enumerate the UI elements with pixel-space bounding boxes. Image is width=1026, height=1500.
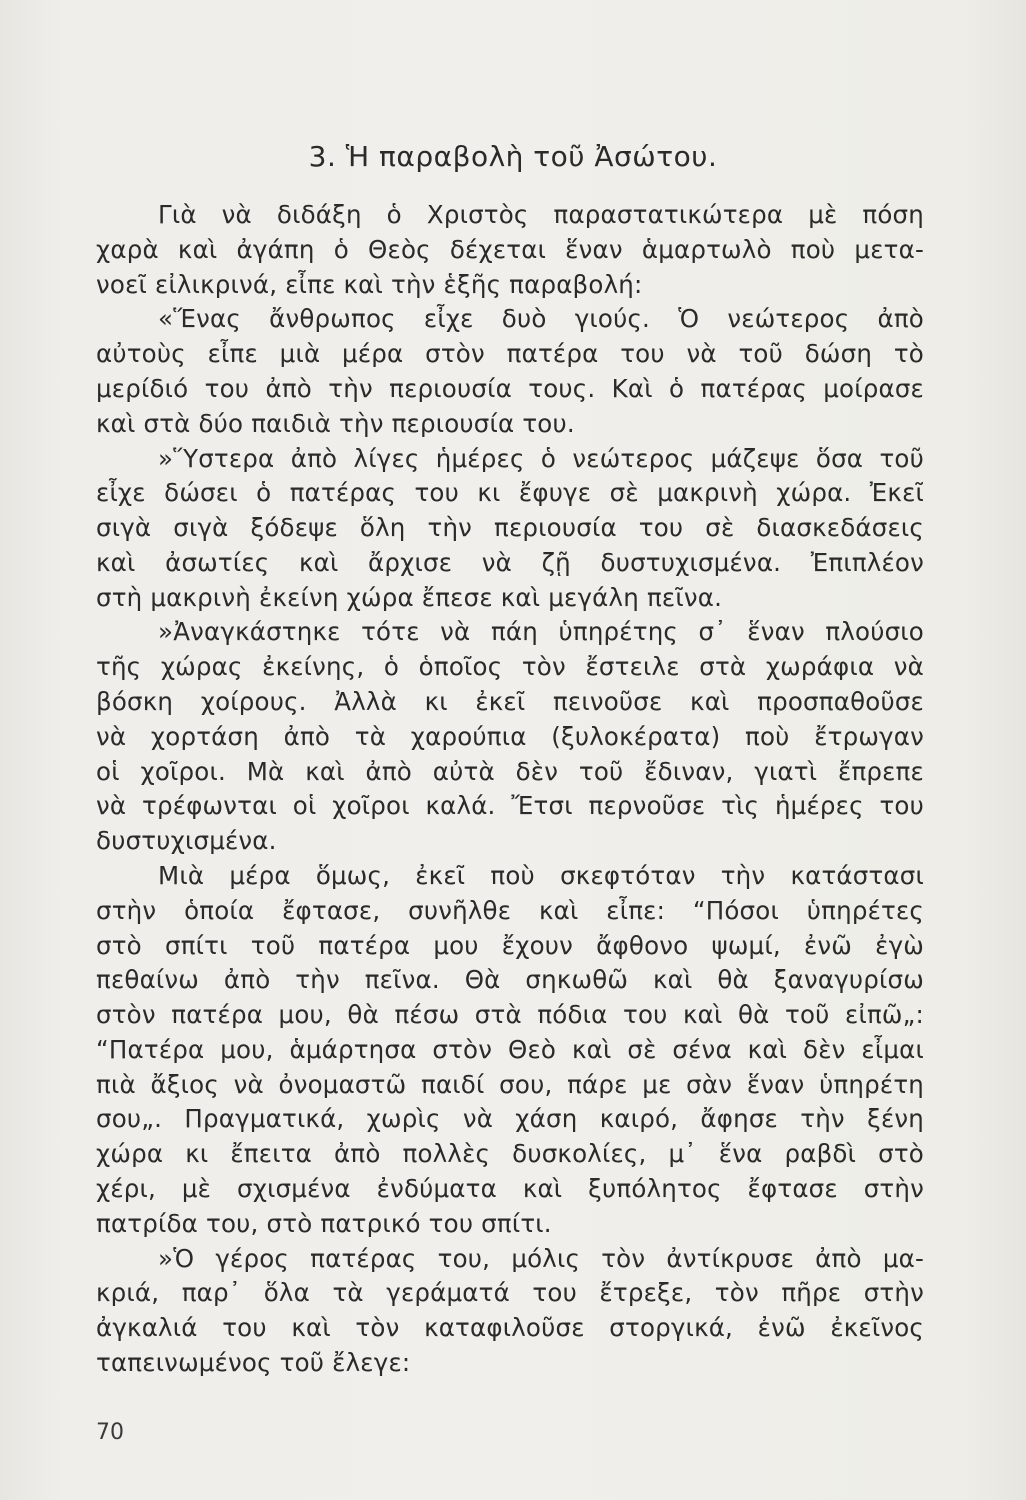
text-line: Μιὰ μέρα ὅμως, ἐκεῖ ποὺ σκεφτόταν τὴν κατάστασι — [158, 861, 924, 890]
text-line: στὸν πατέρα μου, θὰ πέσω στὰ πόδια του καὶ θὰ τοῦ εἰπῶ„: — [96, 1000, 924, 1029]
text-line: »Ὕστερα ἀπὸ λίγες ἡμέρες ὁ νεώτερος μάζεψε ὅσα τοῦ — [158, 444, 924, 473]
text-line: κριά, παρ᾽ ὅλα τὰ γεράματά του ἔτρεξε, τὸν πῆρε στὴν — [96, 1278, 924, 1307]
text-line: καὶ στὰ δύο παιδιὰ τὴν περιουσία του. — [96, 409, 575, 438]
text-line: εἶχε δώσει ὁ πατέρας του κι ἔφυγε σὲ μακρινὴ χώρα. Ἐκεῖ — [96, 478, 924, 507]
section-title: 3. Ἡ παραβολὴ τοῦ Ἀσώτου. — [308, 140, 718, 173]
text-line: πεθαίνω ἀπὸ τὴν πεῖνα. Θὰ σηκωθῶ καὶ θὰ ξαναγυρίσω — [96, 965, 924, 994]
text-line: «Ἕνας ἄνθρωπος εἶχε δυὸ γιούς. Ὁ νεώτερος ἀπὸ — [158, 304, 924, 333]
text-line: σου„. Πραγματικά, χωρὶς νὰ χάση καιρό, ἄφησε τὴν ξένη — [96, 1104, 924, 1133]
text-line: ἀγκαλιά του καὶ τὸν καταφιλοῦσε στοργικά, ἐνῶ ἐκεῖνος — [96, 1313, 924, 1342]
text-line: τῆς χώρας ἐκείνης, ὁ ὁποῖος τὸν ἔστειλε στὰ χωράφια νὰ — [96, 652, 924, 681]
text-line: δυστυχισμένα. — [96, 826, 277, 855]
text-line: οἱ χοῖροι. Μὰ καὶ ἀπὸ αὐτὰ δὲν τοῦ ἔδιναν, γιατὶ ἔπρεπε — [96, 757, 924, 786]
text-line: “Πατέρα μου, ἁμάρτησα στὸν Θεὸ καὶ σὲ σένα καὶ δὲν εἶμαι — [96, 1035, 924, 1064]
text-line: βόσκη χοίρους. Ἀλλὰ κι ἐκεῖ πεινοῦσε καὶ προσπαθοῦσε — [96, 687, 924, 716]
text-line: νοεῖ εἰλικρινά, εἶπε καὶ τὴν ἑξῆς παραβολή: — [96, 270, 643, 299]
text-line: νὰ χορτάση ἀπὸ τὰ χαρούπια (ξυλοκέρατα) ποὺ ἔτρωγαν — [96, 722, 924, 751]
text-line: »Ὁ γέρος πατέρας του, μόλις τὸν ἀντίκρυσε ἀπὸ μα- — [158, 1244, 924, 1273]
text-line: νὰ τρέφωνται οἱ χοῖροι καλά. Ἔτσι περνοῦσε τὶς ἡμέρες του — [96, 791, 924, 820]
text-line: στὴν ὁποία ἔφτασε, συνῆλθε καὶ εἶπε: “Πόσοι ὑπηρέτες — [96, 896, 924, 925]
text-line: καὶ ἀσωτίες καὶ ἄρχισε νὰ ζῇ δυστυχισμένα. Ἐπιπλέον — [96, 548, 924, 577]
page-number: 70 — [96, 1420, 124, 1445]
text-line: σιγὰ σιγὰ ξόδεψε ὅλη τὴν περιουσία του σὲ διασκεδάσεις — [96, 513, 924, 542]
text-line: στὴ μακρινὴ ἐκείνη χώρα ἔπεσε καὶ μεγάλη πεῖνα. — [96, 583, 723, 612]
text-line: αὐτοὺς εἶπε μιὰ μέρα στὸν πατέρα του νὰ τοῦ δώση τὸ — [96, 339, 924, 368]
text-line: στὸ σπίτι τοῦ πατέρα μου ἔχουν ἄφθονο ψωμί, ἐνῶ ἐγὼ — [96, 931, 924, 960]
text-line: »Ἀναγκάστηκε τότε νὰ πάη ὑπηρέτης σ᾽ ἕναν πλούσιο — [158, 617, 924, 646]
text-line: ταπεινωμένος τοῦ ἔλεγε: — [96, 1348, 411, 1377]
text-line: πιὰ ἄξιος νὰ ὀνομαστῶ παιδί σου, πάρε με σὰν ἕναν ὑπηρέτη — [96, 1070, 924, 1099]
text-line: χώρα κι ἔπειτα ἀπὸ πολλὲς δυσκολίες, μ᾽ ἕνα ραβδὶ στὸ — [96, 1139, 924, 1168]
text-line: πατρίδα του, στὸ πατρικό του σπίτι. — [96, 1209, 552, 1238]
text-line: Γιὰ νὰ διδάξη ὁ Χριστὸς παραστατικώτερα μὲ πόση — [158, 200, 924, 229]
text-line: χαρὰ καὶ ἀγάπη ὁ Θεὸς δέχεται ἕναν ἁμαρτωλὸ ποὺ μετα- — [96, 235, 924, 264]
text-line: χέρι, μὲ σχισμένα ἐνδύματα καὶ ξυπόλητος ἔφτασε στὴν — [96, 1174, 924, 1203]
text-line: μερίδιό του ἀπὸ τὴν περιουσία τους. Καὶ ὁ πατέρας μοίρασε — [96, 374, 924, 403]
